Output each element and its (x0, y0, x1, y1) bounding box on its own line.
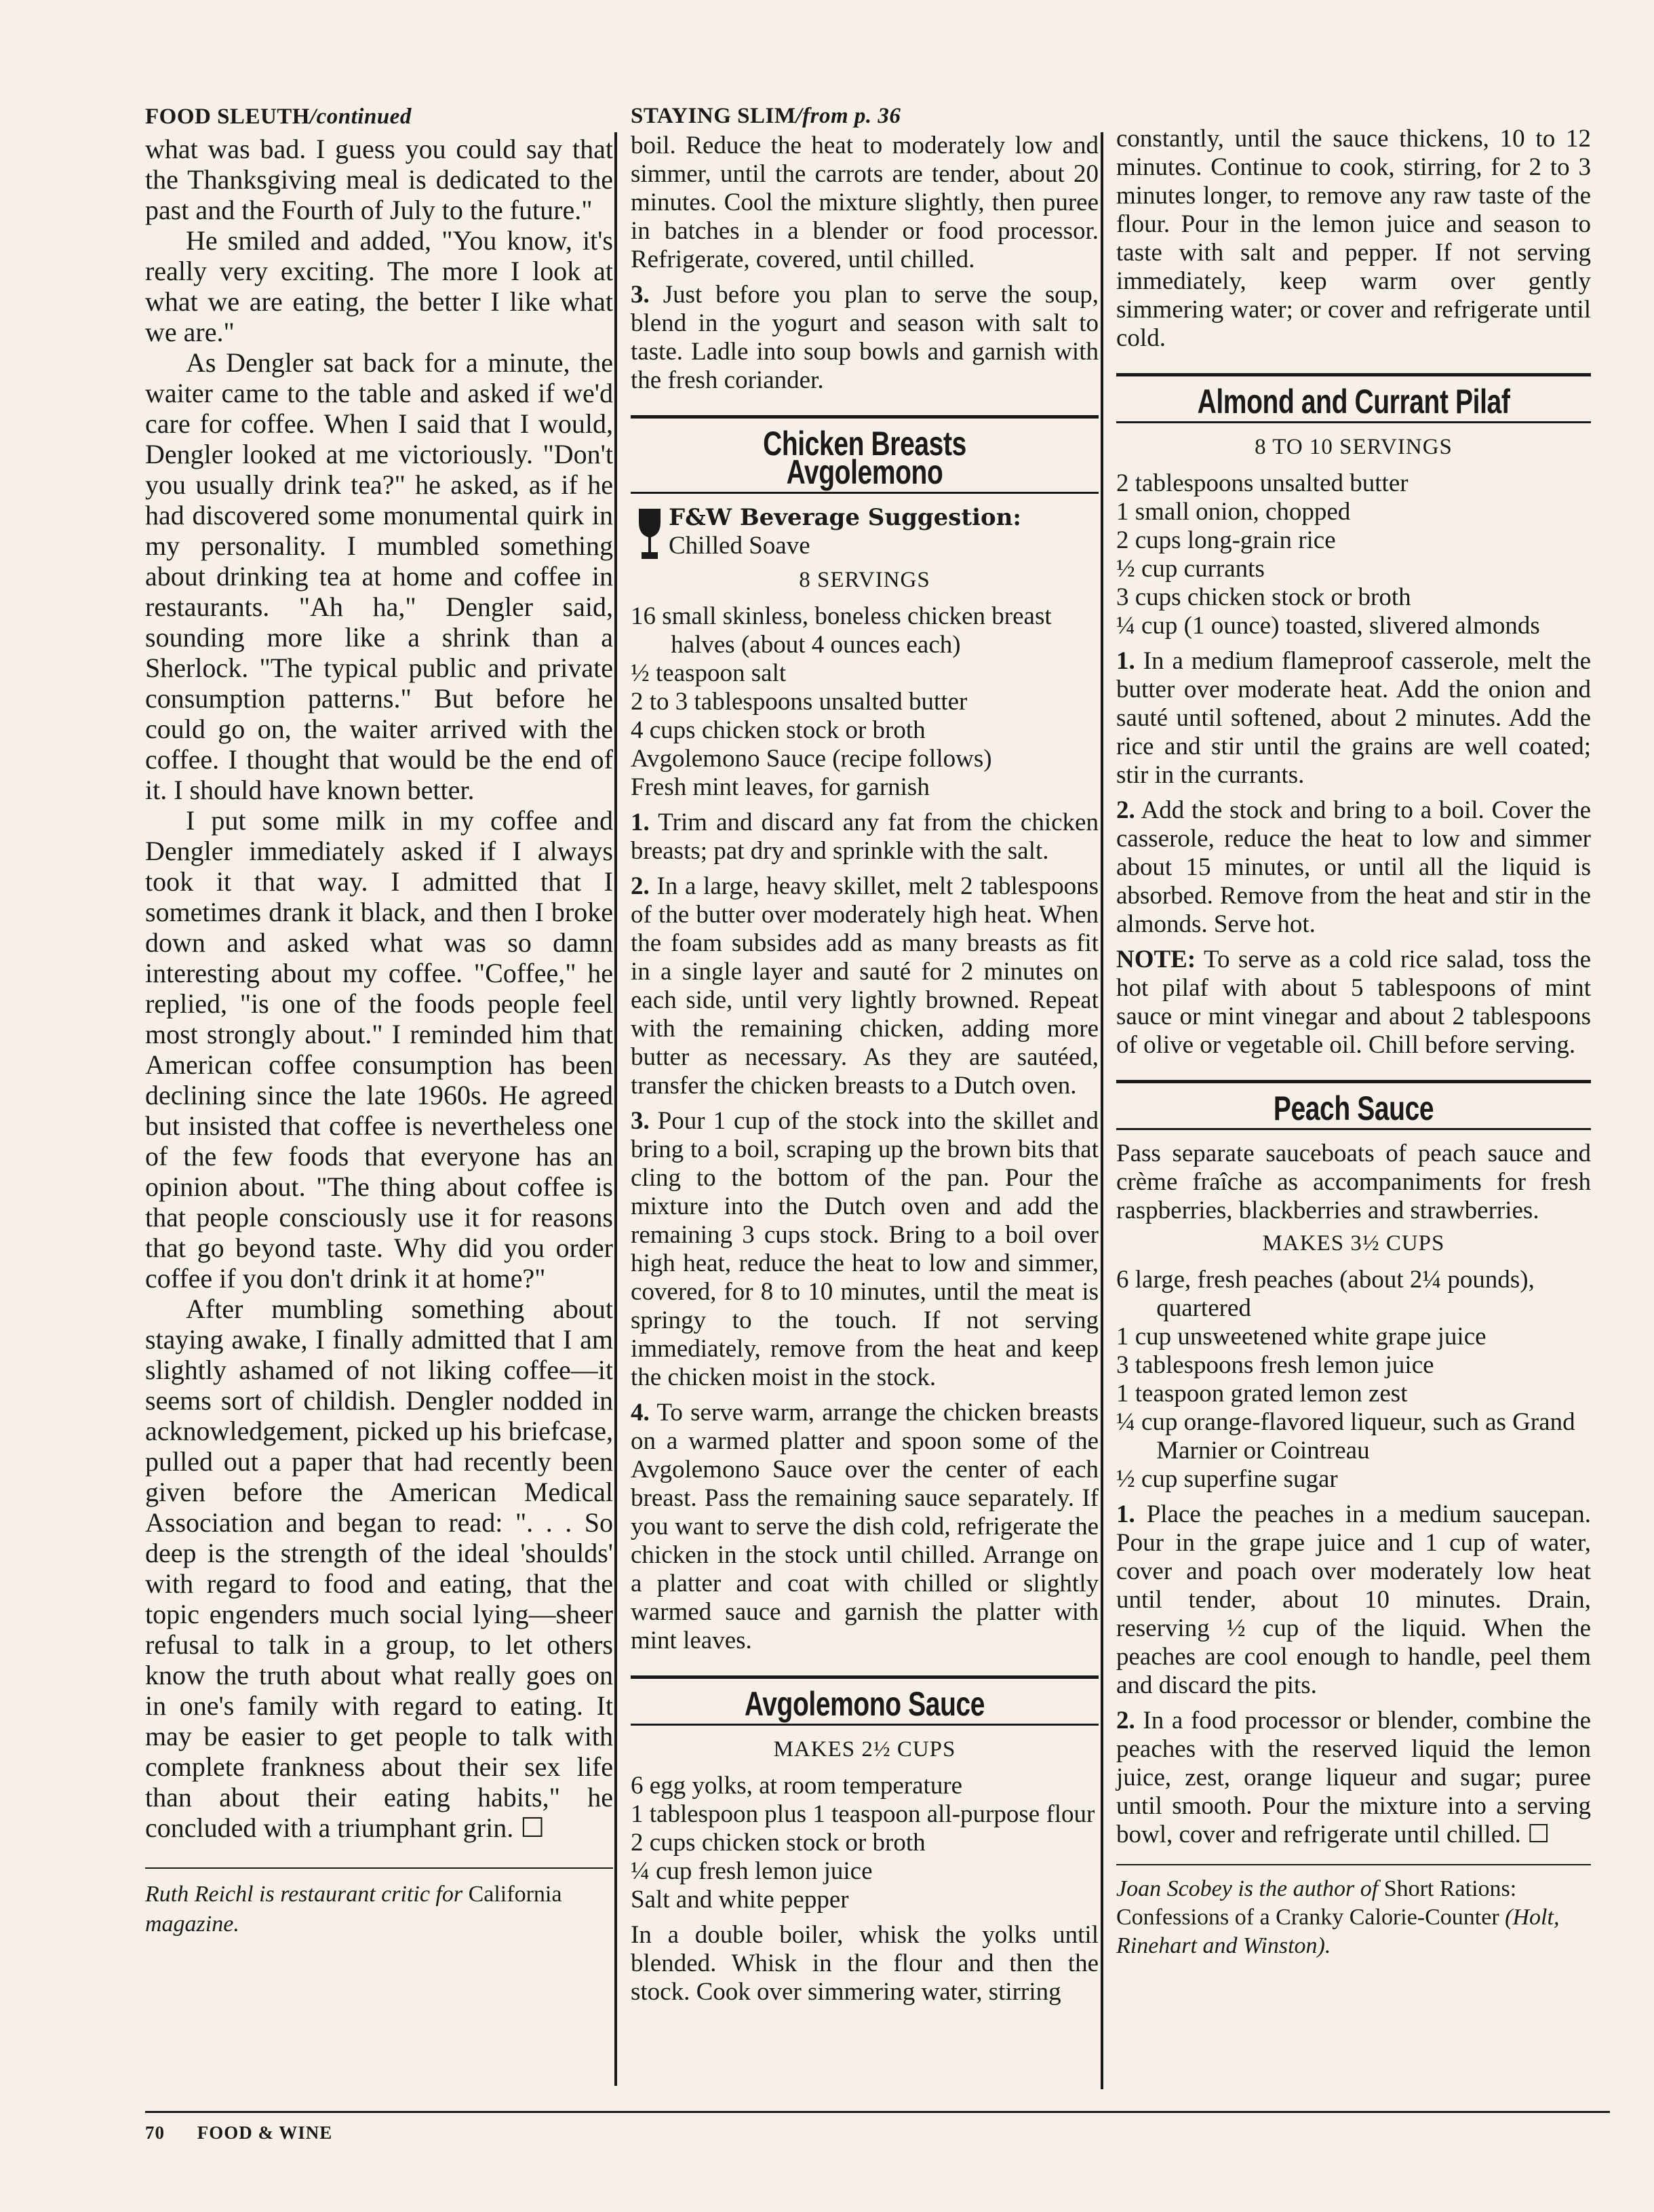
author-note: Joan Scobey is the author of Short Rations: Confessions of a Cranky Calorie-Counter (Holt, Rinehart and Winston). (1116, 1864, 1591, 1960)
ingredient: 4 cups chicken stock or broth (631, 716, 926, 744)
paragraph: I put some milk in my coffee and Dengler immediately asked if I always took it that way. I admitted that I sometimes drank it black, and then I broke down and asked what was so damn interesting about my coffee. "Coffee," he replied, "is one of the foods people feel most strongly about." I reminded him that American coffee consumption has been declining since the late 1960s. He agreed but insisted that coffee is nevertheless one of the few foods that everyone has an opinion about. "The thing about coffee is that people consciously use it for reasons that go beyond taste. Why did you order coffee if you don't drink it at home?" (145, 805, 613, 1294)
recipe-step: 1. In a medium flameproof casserole, melt the butter over moderate heat. Add the onion and sauté until softened, about 2 minutes. Add the rice and stir until the grains are well coated; stir in the currants. (1116, 647, 1591, 789)
title-underline (631, 1724, 1099, 1726)
title-underline (1116, 1128, 1591, 1130)
recipe-yield: MAKES 2½ CUPS (773, 1737, 956, 1762)
ingredient: Avgolemono Sauce (recipe follows) (631, 745, 992, 773)
ingredient: 2 tablespoons unsalted butter (1116, 469, 1409, 497)
ingredient-list (631, 602, 1099, 802)
ingredient: 3 cups chicken stock or broth (1116, 583, 1411, 611)
recipe-step: In a double boiler, whisk the yolks until blended. Whisk in the flour and then the stock. Cook over simmering water, stirring (631, 1921, 1099, 2006)
column-rule-right (1101, 132, 1103, 2089)
column-food-sleuth (145, 95, 613, 1939)
recipe-yield: 8 SERVINGS (799, 568, 930, 592)
recipe-title: Avgolemono Sauce (744, 1685, 985, 1723)
ingredient: 1 cup unsweetened white grape juice (1116, 1323, 1486, 1351)
ingredient-list (631, 1772, 1099, 1914)
title-underline (631, 492, 1099, 494)
recipe-divider (1116, 373, 1591, 376)
recipe-note: NOTE: To serve as a cold rice salad, toss the hot pilaf with about 5 tablespoons of mint sauce or mint vinegar and about 2 tablespoons of olive or vegetable oil. Chill before serving. (1116, 946, 1591, 1059)
recipe-title: Chicken Breasts Avgolemono (763, 425, 966, 491)
author-byline: Ruth Reichl is restaurant critic for California magazine. (145, 1867, 613, 1939)
recipe-divider (631, 415, 1099, 419)
title-underline (1116, 421, 1591, 423)
paragraph: what was bad. I guess you could say that the Thanksgiving meal is dedicated to the past and the Fourth of July to the future." (145, 134, 613, 225)
recipe-step: 2. Add the stock and bring to a boil. Cover the casserole, reduce the heat to low and simmer about 15 minutes, or until all the liquid is absorbed. Remove from the heat and stir in the almonds. Serve hot. (1116, 796, 1591, 938)
ingredient: 2 cups chicken stock or broth (631, 1829, 926, 1857)
column-staying-slim (631, 95, 1099, 2006)
recipe-title: Peach Sauce (1273, 1089, 1434, 1127)
paragraph: As Dengler sat back for a minute, the waiter came to the table and asked if we'd care for coffee. When I said that I would, Dengler looked at me victoriously. "Don't you usually drink tea?" he asked, as if he had discovered some monumental quirk in my personality. I mumbled something about drinking tea at home and coffee in restaurants. "Ah ha," Dengler said, sounding more like a shrink than a Sherlock. "The typical public and private consumption patterns." But before he could go on, the waiter arrived with the coffee. I thought that would be the end of it. I should have known better. (145, 347, 613, 805)
recipe-title: Almond and Currant Pilaf (1197, 383, 1510, 421)
ingredient-list (1116, 1266, 1591, 1494)
ingredient: 6 egg yolks, at room temperature (631, 1772, 963, 1800)
paragraph: constantly, until the sauce thickens, 10 to 12 minutes. Continue to cook, stirring, for 2 to 3 minutes longer, to remove any raw taste of the flour. Pour in the lemon juice and season to taste with salt and pepper. If not serving immediately, keep warm over gently simmering water; or cover and refrigerate until cold. (1116, 125, 1591, 352)
ingredient: ¼ cup orange-flavored liqueur, such as Grand Marnier or Cointreau (1116, 1408, 1575, 1464)
ingredient: ½ cup currants (1116, 555, 1265, 583)
paragraph: After mumbling something about staying awake, I finally admitted that I am slightly ashamed of not liking coffee—it seems sort of childish. Dengler nodded in acknowledgement, picked up his briefcase, pulled out a paper that had recently been given before the American Medical Association and began to read: ". . . So deep is the strength of the ideal 'shoulds' with regard to food and eating, that the topic engenders much social lying—sheer refusal to talk in a group, to let others know the truth about what really goes on in one's family with regard to eating. It may be easier to get people to talk with complete frankness about their sex life than about their eating habits," he concluded with a triumphant grin. ☐ (145, 1294, 613, 1843)
recipe-intro: Pass separate sauceboats of peach sauce and crème fraîche as accompaniments for fresh raspberries, blackberries and strawberries. (1116, 1140, 1591, 1224)
section-header: FOOD SLEUTH/continued (145, 104, 412, 129)
page-number: 70 (145, 2122, 165, 2143)
ingredient: 3 tablespoons fresh lemon juice (1116, 1351, 1434, 1379)
ingredient-list (1116, 469, 1591, 640)
ingredient: 1 teaspoon grated lemon zest (1116, 1380, 1408, 1408)
ingredient: 2 cups long-grain rice (1116, 526, 1336, 554)
ingredient: ½ teaspoon salt (631, 659, 787, 687)
ingredient: ½ cup superfine sugar (1116, 1465, 1338, 1493)
recipe-step: 4. To serve warm, arrange the chicken breasts on a warmed platter and spoon some of the Avgolemono Sauce over the center of each breast. Pass the remaining sauce separately. If you want to serve the dish cold, refrigerate the chicken in the stock until chilled. Arrange on a platter and coat with chilled or slightly warmed sauce and garnish the platter with mint leaves. (631, 1399, 1099, 1654)
recipe-step: 1. Trim and discard any fat from the chicken breasts; pat dry and sprinkle with the salt. (631, 809, 1099, 865)
ingredient: Salt and white pepper (631, 1886, 849, 1914)
recipe-yield: MAKES 3½ CUPS (1262, 1231, 1445, 1256)
page-footer (145, 2111, 1610, 2143)
ingredient: 1 small onion, chopped (1116, 498, 1351, 526)
ingredient: 6 large, fresh peaches (about 2¼ pounds), quartered (1116, 1266, 1535, 1322)
magazine-name: FOOD & WINE (197, 2122, 333, 2143)
ingredient: 16 small skinless, boneless chicken breast halves (about 4 ounces each) (631, 602, 1052, 659)
recipe-step: 2. In a large, heavy skillet, melt 2 tablespoons of the butter over moderately high heat. When the foam subsides add as many breasts as fit in a single layer and sauté for 2 minutes on each side, until very lightly browned. Repeat with the remaining chicken, adding more butter as necessary. As they are sautéed, transfer the chicken breasts to a Dutch oven. (631, 872, 1099, 1100)
recipe-step: 3. Pour 1 cup of the stock into the skillet and bring to a boil, scraping up the brown bits that cling to the bottom of the pan. Pour the mixture into the Dutch oven and add the remaining 3 cups stock. Bring to a boil over high heat, reduce the heat to low and simmer, covered, for 8 to 10 minutes, until the meat is springy to the touch. If not serving immediately, remove from the heat and keep the chicken moist in the stock. (631, 1107, 1099, 1391)
recipe-divider (631, 1675, 1099, 1679)
paragraph: boil. Reduce the heat to moderately low and simmer, until the carrots are tender, about 20 minutes. Cool the mixture slightly, then puree in batches in a blender or food processor. Refrigerate, covered, until chilled. (631, 132, 1099, 273)
recipe-step: 1. Place the peaches in a medium saucepan. Pour in the grape juice and 1 cup of water, cover and poach over moderately low heat until tender, about 10 minutes. Drain, reserving ½ cup of the liquid. When the peaches are cool enough to handle, peel them and discard the pits. (1116, 1500, 1592, 1699)
wine-glass-icon (631, 507, 669, 562)
ingredient: ¼ cup fresh lemon juice (631, 1857, 873, 1885)
recipe-divider (1116, 1080, 1591, 1083)
ingredient: Fresh mint leaves, for garnish (631, 773, 930, 801)
recipe-step: 2. In a food processor or blender, combine the peaches with the reserved liquid the lemon juice, zest, orange liqueur and sugar; puree until smooth. Pour the mixture into a serving bowl, cover and refrigerate until chilled. ☐ (1116, 1707, 1591, 1848)
ingredient: ¼ cup (1 ounce) toasted, slivered almonds (1116, 612, 1540, 640)
section-header: STAYING SLIM/from p. 36 (631, 104, 901, 128)
column-recipes (1116, 95, 1591, 1960)
recipe-yield: 8 TO 10 SERVINGS (1255, 435, 1453, 459)
recipe-step: 3. Just before you plan to serve the soup, blend in the yogurt and season with salt to taste. Ladle into soup bowls and garnish with the fresh coriander. (631, 281, 1099, 394)
beverage-suggestion: F&W Beverage Suggestion: Chilled Soave (631, 503, 1099, 562)
paragraph: He smiled and added, "You know, it's really very exciting. The more I look at what we are eating, the better I like what we are." (145, 225, 613, 347)
ingredient: 2 to 3 tablespoons unsalted butter (631, 688, 968, 716)
column-rule-left (614, 132, 617, 2086)
ingredient: 1 tablespoon plus 1 teaspoon all-purpose flour (631, 1800, 1095, 1828)
